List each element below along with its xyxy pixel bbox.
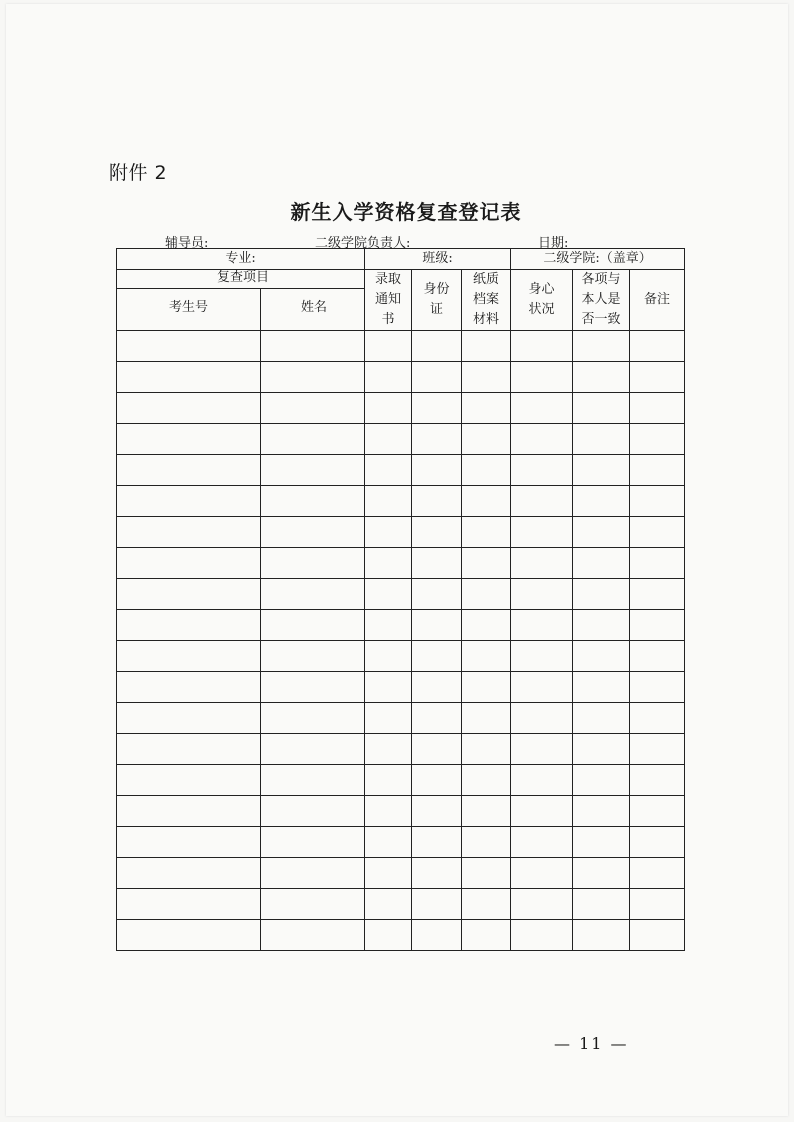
- table-cell[interactable]: [412, 734, 462, 765]
- table-cell[interactable]: [117, 889, 261, 920]
- table-cell[interactable]: [412, 455, 462, 486]
- table-cell[interactable]: [117, 672, 261, 703]
- major-label: 专业:: [225, 251, 256, 266]
- table-cell[interactable]: [462, 765, 511, 796]
- table-cell[interactable]: [573, 827, 630, 858]
- table-cell[interactable]: [412, 827, 462, 858]
- table-cell[interactable]: [117, 765, 261, 796]
- table-cell[interactable]: [261, 331, 365, 362]
- table-cell[interactable]: [412, 424, 462, 455]
- table-cell[interactable]: [573, 579, 630, 610]
- table-cell[interactable]: [511, 765, 573, 796]
- table-cell[interactable]: [117, 641, 261, 672]
- table-cell[interactable]: [462, 889, 511, 920]
- review-items-label: 复查项目: [117, 270, 364, 289]
- table-cell[interactable]: [412, 331, 462, 362]
- counselor-label: 辅导员:: [165, 236, 209, 251]
- health-header: 身心 状况: [511, 270, 573, 331]
- table-row: [117, 920, 685, 951]
- table-cell[interactable]: [511, 827, 573, 858]
- table-cell[interactable]: [462, 703, 511, 734]
- table-cell[interactable]: [462, 827, 511, 858]
- table-cell[interactable]: [462, 455, 511, 486]
- table-cell[interactable]: [511, 455, 573, 486]
- table-cell[interactable]: [462, 641, 511, 672]
- table-cell[interactable]: [462, 517, 511, 548]
- student-id-header: 考生号: [169, 300, 209, 315]
- table-cell[interactable]: [573, 765, 630, 796]
- table-cell[interactable]: [573, 486, 630, 517]
- id-card-header: 身份 证: [412, 270, 462, 331]
- table-cell[interactable]: [117, 579, 261, 610]
- table-cell[interactable]: [412, 548, 462, 579]
- table-cell[interactable]: [261, 579, 365, 610]
- table-cell[interactable]: [261, 672, 365, 703]
- table-cell[interactable]: [573, 331, 630, 362]
- table-cell[interactable]: [365, 889, 412, 920]
- table-row: [117, 858, 685, 889]
- table-cell[interactable]: [261, 424, 365, 455]
- table-cell[interactable]: [117, 424, 261, 455]
- table-cell[interactable]: [630, 455, 685, 486]
- table-row: [117, 641, 685, 672]
- table-cell[interactable]: [573, 672, 630, 703]
- table-cell[interactable]: [365, 455, 412, 486]
- table-cell[interactable]: [462, 548, 511, 579]
- table-cell[interactable]: [511, 548, 573, 579]
- table-cell[interactable]: [412, 858, 462, 889]
- table-cell[interactable]: [117, 858, 261, 889]
- page-title: 新生入学资格复查登记表: [290, 200, 522, 224]
- table-cell[interactable]: [365, 517, 412, 548]
- table-cell[interactable]: [117, 610, 261, 641]
- table-cell[interactable]: [630, 796, 685, 827]
- table-cell[interactable]: [365, 424, 412, 455]
- review-items-header: [117, 270, 365, 331]
- table-cell[interactable]: [630, 331, 685, 362]
- table-cell[interactable]: [365, 734, 412, 765]
- table-cell[interactable]: [261, 548, 365, 579]
- table-cell[interactable]: [365, 362, 412, 393]
- table-cell[interactable]: [573, 796, 630, 827]
- table-row: [117, 672, 685, 703]
- table-cell[interactable]: [462, 858, 511, 889]
- table-cell[interactable]: [630, 827, 685, 858]
- table-cell[interactable]: [573, 424, 630, 455]
- table-cell[interactable]: [573, 517, 630, 548]
- table-cell[interactable]: [412, 703, 462, 734]
- table-cell[interactable]: [261, 455, 365, 486]
- table-cell[interactable]: [462, 486, 511, 517]
- table-cell[interactable]: [412, 920, 462, 951]
- table-cell[interactable]: [630, 393, 685, 424]
- table-row: [117, 331, 685, 362]
- table-cell[interactable]: [261, 641, 365, 672]
- table-cell[interactable]: [462, 579, 511, 610]
- table-cell[interactable]: [261, 610, 365, 641]
- table-cell[interactable]: [117, 548, 261, 579]
- table-cell[interactable]: [511, 889, 573, 920]
- table-cell[interactable]: [630, 889, 685, 920]
- table-cell[interactable]: [261, 889, 365, 920]
- table-cell[interactable]: [261, 920, 365, 951]
- table-cell[interactable]: [511, 641, 573, 672]
- table-cell[interactable]: [573, 858, 630, 889]
- table-cell[interactable]: [365, 610, 412, 641]
- table-cell[interactable]: [261, 703, 365, 734]
- table-cell[interactable]: [412, 641, 462, 672]
- table-cell[interactable]: [573, 920, 630, 951]
- table-cell[interactable]: [365, 920, 412, 951]
- table-cell[interactable]: [365, 703, 412, 734]
- table-cell[interactable]: [365, 827, 412, 858]
- table-cell[interactable]: [462, 734, 511, 765]
- table-cell[interactable]: [573, 455, 630, 486]
- table-cell[interactable]: [573, 393, 630, 424]
- table-row: [117, 734, 685, 765]
- table-row: [117, 703, 685, 734]
- table-cell[interactable]: [261, 734, 365, 765]
- table-cell[interactable]: [412, 796, 462, 827]
- attachment-label: 附件 2: [109, 162, 168, 184]
- table-cell[interactable]: [412, 610, 462, 641]
- consistency-header: 各项与 本人是 否一致: [573, 270, 630, 331]
- table-cell[interactable]: [511, 486, 573, 517]
- table-cell[interactable]: [261, 362, 365, 393]
- table-row: [117, 486, 685, 517]
- table-cell[interactable]: [462, 424, 511, 455]
- table-cell[interactable]: [365, 765, 412, 796]
- table-row: [117, 610, 685, 641]
- table-cell[interactable]: [511, 362, 573, 393]
- paper-files-header: 纸质 档案 材料: [462, 270, 511, 331]
- table-cell[interactable]: [462, 796, 511, 827]
- table-row: [117, 517, 685, 548]
- table-cell[interactable]: [511, 610, 573, 641]
- table-cell[interactable]: [630, 920, 685, 951]
- table-cell[interactable]: [630, 610, 685, 641]
- table-cell[interactable]: [365, 393, 412, 424]
- table-cell[interactable]: [462, 920, 511, 951]
- table-cell[interactable]: [117, 703, 261, 734]
- table-cell[interactable]: [117, 455, 261, 486]
- remarks-header: 备注: [630, 270, 685, 331]
- table-cell[interactable]: [412, 393, 462, 424]
- table-cell[interactable]: [511, 579, 573, 610]
- table-cell[interactable]: [511, 424, 573, 455]
- table-cell[interactable]: [117, 517, 261, 548]
- major-cell: [117, 249, 365, 270]
- table-cell[interactable]: [261, 858, 365, 889]
- table-cell[interactable]: [462, 672, 511, 703]
- table-cell[interactable]: [117, 331, 261, 362]
- table-cell[interactable]: [462, 362, 511, 393]
- table-cell[interactable]: [511, 734, 573, 765]
- table-cell[interactable]: [117, 486, 261, 517]
- table-row: [117, 362, 685, 393]
- admission-notice-header: 录取 通知 书: [365, 270, 412, 331]
- table-cell[interactable]: [412, 579, 462, 610]
- table-cell[interactable]: [573, 703, 630, 734]
- table-cell[interactable]: [365, 486, 412, 517]
- table-cell[interactable]: [365, 858, 412, 889]
- table-cell[interactable]: [630, 362, 685, 393]
- name-header: 姓名: [301, 300, 328, 315]
- table-cell[interactable]: [511, 393, 573, 424]
- table-cell[interactable]: [630, 424, 685, 455]
- table-cell[interactable]: [511, 920, 573, 951]
- table-cell[interactable]: [412, 672, 462, 703]
- table-cell[interactable]: [117, 393, 261, 424]
- date-label: 日期:: [538, 236, 569, 251]
- table-cell[interactable]: [117, 362, 261, 393]
- table-cell[interactable]: [511, 796, 573, 827]
- table-cell[interactable]: [573, 548, 630, 579]
- table-cell[interactable]: [630, 517, 685, 548]
- table-cell[interactable]: [630, 734, 685, 765]
- table-cell[interactable]: [365, 548, 412, 579]
- page-number: — 11 —: [554, 1034, 629, 1053]
- table-row: [117, 548, 685, 579]
- header-row: [117, 270, 685, 331]
- table-row: [117, 579, 685, 610]
- table-cell[interactable]: [261, 765, 365, 796]
- table-cell[interactable]: [365, 331, 412, 362]
- table-cell[interactable]: [462, 331, 511, 362]
- table-cell[interactable]: [573, 362, 630, 393]
- table-cell[interactable]: [573, 610, 630, 641]
- table-cell[interactable]: [630, 548, 685, 579]
- college-label: 二级学院:（盖章）: [543, 251, 652, 266]
- table-cell[interactable]: [573, 734, 630, 765]
- table-cell[interactable]: [462, 610, 511, 641]
- table-cell[interactable]: [630, 858, 685, 889]
- table-cell[interactable]: [365, 672, 412, 703]
- info-row: [117, 249, 685, 270]
- table-row: [117, 889, 685, 920]
- table-row: [117, 827, 685, 858]
- table-cell[interactable]: [573, 641, 630, 672]
- table-row: [117, 455, 685, 486]
- table-row: [117, 424, 685, 455]
- table-cell[interactable]: [117, 734, 261, 765]
- table-cell[interactable]: [630, 486, 685, 517]
- table-cell[interactable]: [261, 517, 365, 548]
- table-cell[interactable]: [365, 579, 412, 610]
- table-cell[interactable]: [511, 858, 573, 889]
- table-cell[interactable]: [462, 393, 511, 424]
- table-cell[interactable]: [511, 517, 573, 548]
- table-cell[interactable]: [412, 765, 462, 796]
- dean-label: 二级学院负责人:: [315, 236, 411, 251]
- table-row: [117, 765, 685, 796]
- table-cell[interactable]: [365, 641, 412, 672]
- table-row: [117, 393, 685, 424]
- table-cell[interactable]: [412, 889, 462, 920]
- table-cell[interactable]: [261, 796, 365, 827]
- table-cell[interactable]: [365, 796, 412, 827]
- table-cell[interactable]: [630, 703, 685, 734]
- table-cell[interactable]: [630, 765, 685, 796]
- table-cell[interactable]: [117, 796, 261, 827]
- table-cell[interactable]: [511, 672, 573, 703]
- table-cell[interactable]: [412, 486, 462, 517]
- table-cell[interactable]: [261, 486, 365, 517]
- table-cell[interactable]: [511, 703, 573, 734]
- table-cell[interactable]: [412, 362, 462, 393]
- college-cell: [511, 249, 685, 270]
- class-label: 班级:: [422, 251, 453, 266]
- class-cell: [365, 249, 511, 270]
- table-cell[interactable]: [117, 920, 261, 951]
- table-cell[interactable]: [630, 672, 685, 703]
- table-cell[interactable]: [630, 641, 685, 672]
- table-row: [117, 796, 685, 827]
- header-divider: [260, 288, 261, 330]
- table-cell[interactable]: [573, 889, 630, 920]
- table-cell[interactable]: [630, 579, 685, 610]
- table-cell[interactable]: [511, 331, 573, 362]
- table-cell[interactable]: [261, 393, 365, 424]
- table-cell[interactable]: [117, 827, 261, 858]
- registration-table: [116, 248, 685, 951]
- table-cell[interactable]: [261, 827, 365, 858]
- table-cell[interactable]: [412, 517, 462, 548]
